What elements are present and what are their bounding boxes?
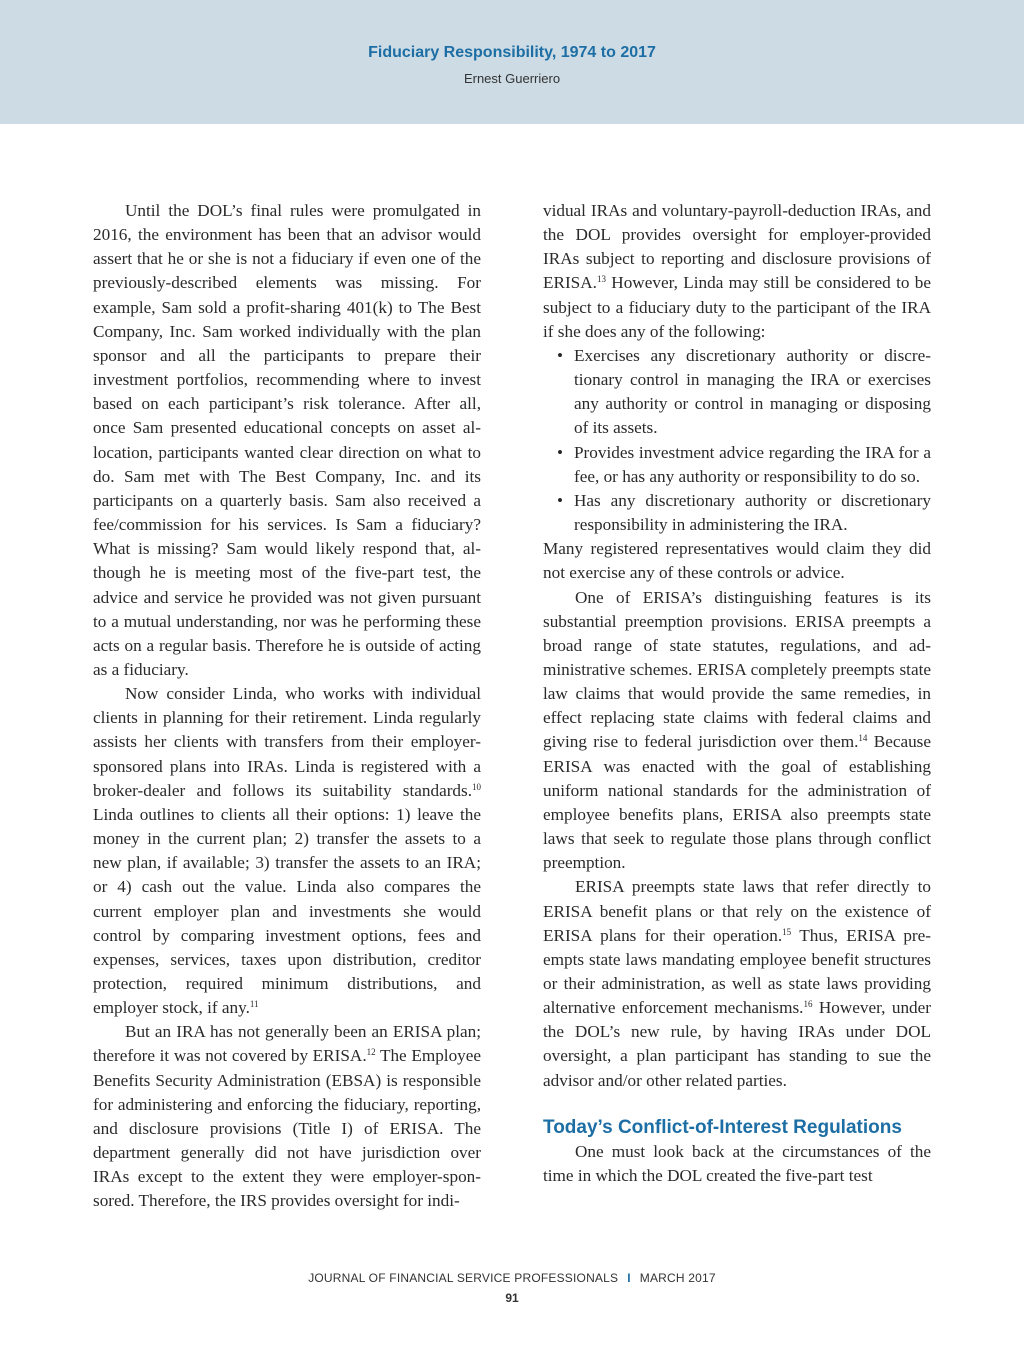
section-heading: Today’s Conflict-of-Interest Regulations: [543, 1116, 902, 1138]
article-author: Ernest Guerriero: [463, 71, 561, 86]
footnote-ref: 10: [472, 781, 481, 792]
header-band: [0, 0, 1024, 124]
paragraph: But an IRA has not generally been an ERISA plan; therefore it was not covered by ERISA.$^{12}$ The Employee Benefits Security Administration (EBSA) is responsible for administering and enforcing the fiduciary, reporting, and disclosure provisions (Title I) of ERISA. The department generally did not have jurisdiction over IRAs except to the extent they were employer-sponsored. Therefore, the IRS provides oversight for indi-: [93, 1022, 482, 1211]
bullet-icon: •: [557, 442, 564, 462]
page-number: 91: [505, 1291, 519, 1305]
left-column: [93, 199, 481, 1214]
footnote-ref: 11: [249, 999, 259, 1010]
paragraph: Now consider Linda, who works with individual clients in planning for their retirement. Linda regularly assists her clients with transfers from their employer-sponsored plans into IRAs. Linda is registered with a broker-dealer and follows its suitability standards.$^{10}$ Linda outlines to clients all their options: 1) leave the money in the current plan; 2) transfer the assets to a new plan, if available; 3) transfer the assets to an IRA; or 4) cash out the value. Linda also compares the current employer plan and investments she would control by comparing investment options, fees and expenses, services, taxes upon distribution, creditor protection, required minimum distributions, and employer stock, if any.$^{11}$: [93, 684, 481, 1018]
paragraph: One must look back at the circumstances of the time in which the DOL created the five-part test: [543, 1141, 931, 1185]
paragraph: One of ERISA’s distinguishing features is its substantial preemption provisions. ERISA preempts a broad range of state statutes, regulations, and administrative schemes. ERISA completely preempts state law claims that would provide the same remedies, in effect replacing state claims with federal claims and giving rise to federal jurisdiction over them.$^{14}$ Because ERISA was enacted with the goal of establishing uniform national standards for the administration of employee benefits plans, ERISA also preempts state laws that seek to regulate those plans through conflict preemption.: [543, 587, 931, 873]
paragraph: Many registered representatives would claim they did not exercise any of these controls or advice.: [543, 539, 931, 583]
article-title: Fiduciary Responsibility, 1974 to 2017: [368, 44, 656, 61]
list-item: • Provides investment advice regarding the IRA for a fee, or has any authority or responsibility to do so.: [557, 442, 931, 486]
footer-separator: I: [627, 1271, 631, 1285]
bullet-icon: •: [557, 490, 564, 510]
footnote-ref: 14: [858, 733, 868, 744]
footnote-ref: 12: [366, 1047, 376, 1058]
paragraph: Until the DOL’s final rules were promulgated in 2016, the environment has been that an advisor would assert that he or she is not a fiduciary if even one of the previously-described elements was missing. For example, Sam sold a profit-sharing 401(k) to The Best Company, Inc. Sam worked individually with the plan sponsor and all the participants to prepare their investment portfolios, recommending where to invest based on each participant’s risk tolerance. After all, once Sam presented educational concepts on asset allocation, participants wanted clear direction on what to do. Sam met with The Best Company, Inc. and its participants on a quarterly basis. Sam also received a fee/commission for his services. Is Sam a fiduciary? What is missing? Sam would likely respond that, although he is meeting most of the five-part test, the advice and service he provided was not given pursuant to a mutual understanding, nor was he performing these acts on a regular basis. Therefore he is outside of acting as a fiduciary.: [93, 201, 481, 679]
footnote-ref: 16: [803, 999, 813, 1010]
paragraph: ERISA preempts state laws that refer directly to ERISA benefit plans or that rely on the existence of ERISA plans for their operation.$^{15}$ Thus, ERISA preempts state laws mandating employee benefit structures or their administration, as well as state laws providing alternative enforcement mechanisms.$^{16}$ However, under the DOL’s new rule, by having IRAs under DOL oversight, a plan participant has standing to sue the advisor and/or other related parties.: [543, 877, 931, 1090]
right-column: [543, 199, 931, 1188]
journal-footer: [0, 1271, 1024, 1285]
paragraph: vidual IRAs and voluntary-payroll-deduction IRAs, and the DOL provides oversight for employer-provided IRAs subject to reporting and disclosure provisions of ERISA.$^{13}$ However, Linda may still be considered to be subject to a fiduciary duty to the participant of the IRA if she does any of the following:: [543, 201, 931, 341]
list-item: • Has any discretionary authority or discretionary responsibility in administering the IRA.: [557, 490, 931, 535]
journal-issue: MARCH 2017: [639, 1271, 716, 1285]
list-item: • Exercises any discretionary authority or discretionary control in managing the IRA or exercises any authority or control in managing or disposing of its assets.: [557, 345, 931, 438]
journal-name: JOURNAL OF FINANCIAL SERVICE PROFESSIONALS: [308, 1271, 619, 1285]
bullet-icon: •: [557, 345, 564, 365]
footnote-ref: 15: [782, 926, 792, 937]
footnote-ref: 13: [596, 274, 606, 285]
bullet-list: [543, 344, 931, 537]
